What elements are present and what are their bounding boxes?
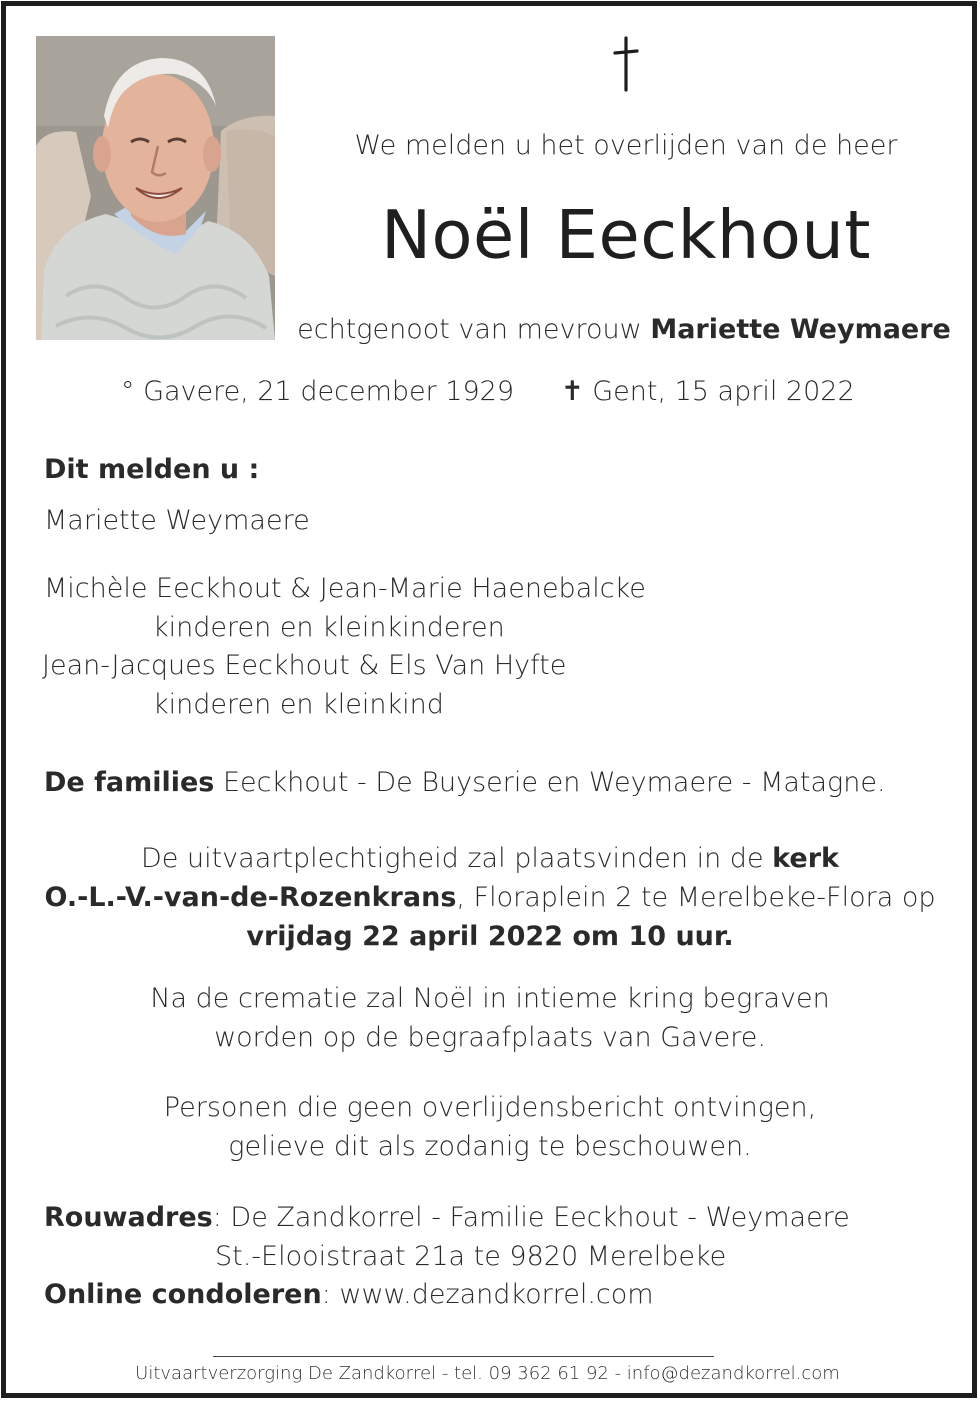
spouse-line [290,313,958,347]
spouse-name: Mariette Weymaere [650,314,951,345]
birth-date: ° Gavere, 21 december 1929 [121,376,515,407]
footer-divider [213,1356,714,1357]
spouse-prefix: echtgenoot van mevrouw [297,314,642,345]
intro-text: We melden u het overlijden van de heer [354,130,898,161]
family-member: Mariette Weymaere [44,505,310,536]
cross-icon [609,36,643,92]
online-condolences [44,1278,654,1312]
cremation-line-2: worden op de begraafplaats van Gavere. [214,1022,766,1053]
cremation-line-1: Na de crematie zal Noël in intieme kring begraven [150,983,830,1014]
website-link[interactable]: : www.dezandkorrel.com [321,1279,654,1310]
deceased-name: Noël Eeckhout [380,196,872,274]
funeral-date: vrijdag 22 april 2022 om 10 uur. [246,921,734,952]
announcers-heading: Dit melden u : [44,454,260,485]
portrait-photo [36,36,275,340]
mourning-label: Rouwadres [44,1202,213,1233]
mourning-address-line-2: St.-Elooistraat 21a te 9820 Merelbeke [215,1241,727,1272]
footer-text: Uitvaartverzorging De Zandkorrel - tel. 09 362 61 92 - info@dezandkorrel.com [135,1363,840,1384]
church-name: O.-L.-V.-van-de-Rozenkrans [44,882,457,913]
funeral-line-1: De uitvaartplechtigheid zal plaatsvinden in de kerk [141,843,839,874]
families-line [44,766,886,800]
mourning-address: Rouwadres: De Zandkorrel - Familie Eeckhout - Weymaere [44,1202,850,1233]
notice-line-2: gelieve dit als zodanig te beschouwen. [228,1131,752,1162]
families-text: Eeckhout - De Buyserie en Weymaere - Matagne. [222,767,886,798]
funeral-line-2: O.-L.-V.-van-de-Rozenkrans, Floraplein 2 te Merelbeke-Flora op [44,882,936,913]
family-member: Michèle Eeckhout & Jean-Marie Haenebalcke [44,573,646,604]
family-member: Jean-Jacques Eeckhout & Els Van Hyfte [42,650,567,681]
online-label: Online condoleren [44,1279,322,1310]
death-date: ✝ Gent, 15 april 2022 [561,376,855,407]
families-label: De families [44,767,215,798]
notice-line-1: Personen die geen overlijdensbericht ontvingen, [163,1092,817,1123]
family-subline: kinderen en kleinkind [153,689,444,720]
family-subline: kinderen en kleinkinderen [153,612,505,643]
